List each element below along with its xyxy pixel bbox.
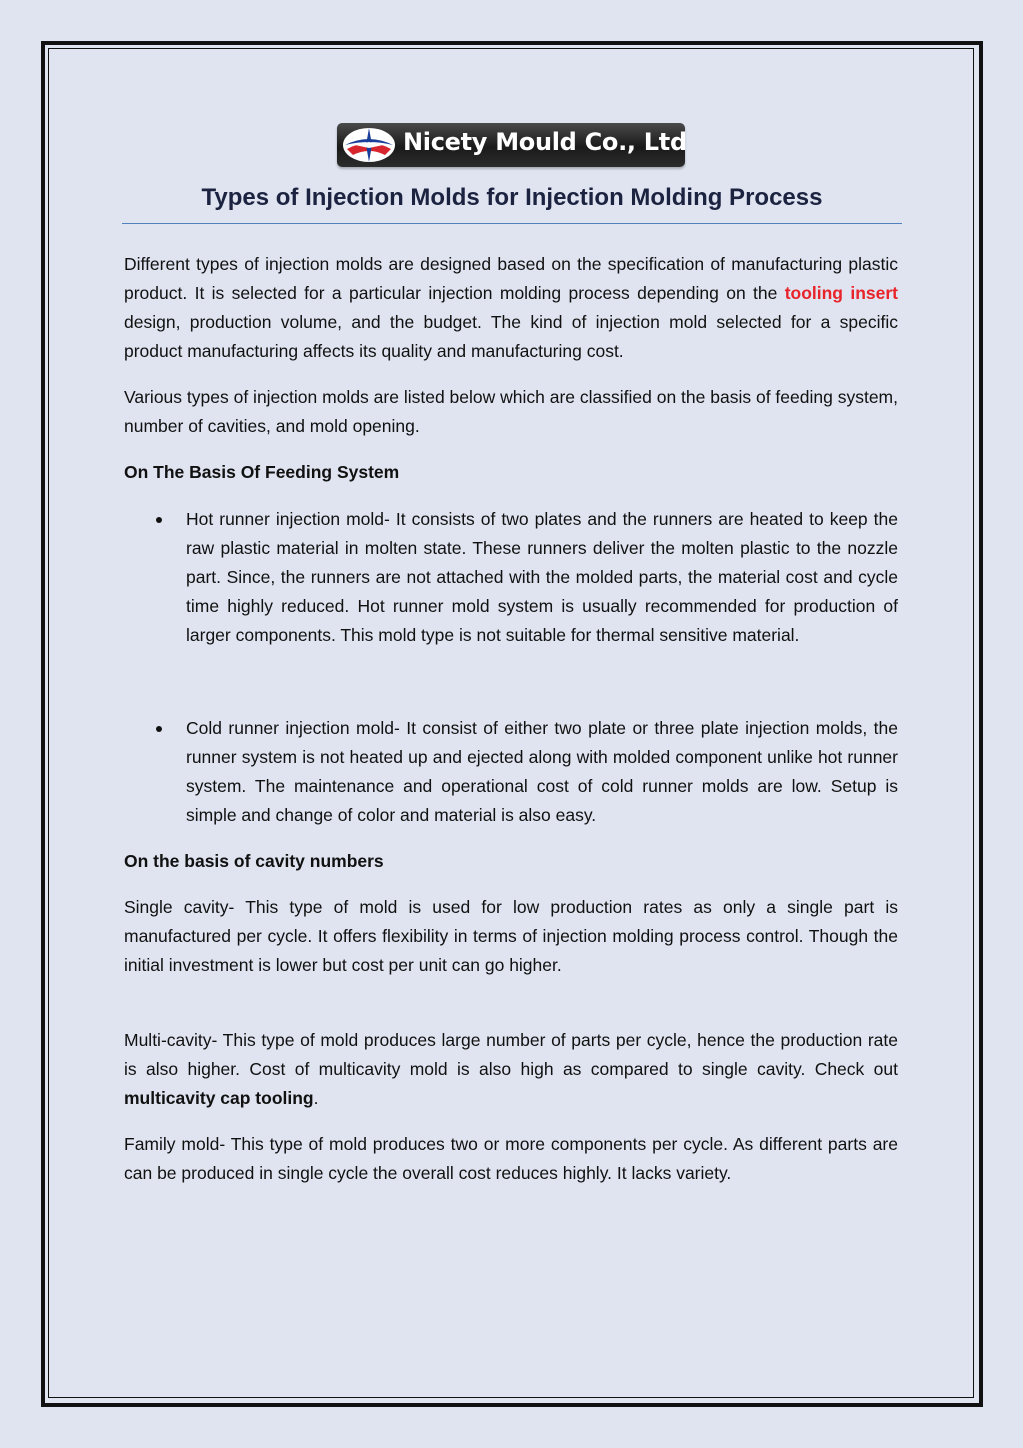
list-item [124, 714, 898, 830]
multi-cavity-period: . [313, 1088, 319, 1108]
intro-paragraph [124, 250, 898, 366]
multicavity-cap-tooling-link[interactable]: multicavity cap tooling [124, 1088, 314, 1108]
intro-text-before: Different types of injection molds are designed based on the specification of manufacturing plastic product. It is selected for a particular injection molding process depending on the [124, 254, 898, 303]
multi-cavity-text: Multi-cavity- This type of mold produces large number of parts per cycle, hence the production rate is also higher. Cost of multicavity mold is also high as compared to single cavity. Check out [124, 1030, 898, 1079]
company-name: Nicety Mould Co., Ltd [403, 128, 687, 156]
document-body [124, 250, 898, 1188]
title-underline [122, 223, 902, 224]
intro-text-after: design, production volume, and the budget. The kind of injection mold selected for a specific product manufacturing affects its quality and manufacturing cost. [124, 312, 898, 361]
bullet-icon [156, 517, 162, 523]
single-cavity-paragraph: Single cavity- This type of mold is used for low production rates as only a single part is manufactured per cycle. It offers flexibility in terms of injection molding process control. Though the initial investment is lower but cost per unit can go higher. [124, 897, 898, 975]
company-logo [337, 123, 685, 167]
family-mold-paragraph: Family mold- This type of mold produces two or more components per cycle. As different parts are can be produced in single cycle the overall cost reduces highly. It lacks variety. [124, 1134, 898, 1183]
multi-cavity-paragraph [124, 1026, 898, 1113]
list-item [124, 505, 898, 650]
cavity-numbers-heading: On the basis of cavity numbers [124, 851, 384, 871]
hot-runner-text: Hot runner injection mold- It consists of two plates and the runners are heated to keep the raw plastic material in molten state. These runners deliver the molten plastic to the nozzle part. Since, the runners are not attached with the molded parts, the material cost and cycle time highly reduced. Hot runner mold system is usually recommended for production of larger components. This mold type is not suitable for thermal sensitive material. [186, 509, 898, 645]
document-title: Types of Injection Molds for Injection Molding Process [201, 184, 823, 211]
bullet-icon [156, 726, 162, 732]
cold-runner-text: Cold runner injection mold- It consist of either two plate or three plate injection molds, the runner system is not heated up and ejected along with molded component unlike hot runner system. The maintenance and operational cost of cold runner molds are low. Setup is simple and change of color and material is also easy. [186, 718, 898, 825]
classification-paragraph: Various types of injection molds are listed below which are classified on the basis of feeding system, number of cavities, and mold opening. [124, 387, 898, 436]
tooling-insert-link[interactable]: tooling insert [784, 283, 898, 303]
nicety-logo-icon [341, 125, 397, 165]
feeding-system-heading: On The Basis Of Feeding System [124, 462, 400, 482]
